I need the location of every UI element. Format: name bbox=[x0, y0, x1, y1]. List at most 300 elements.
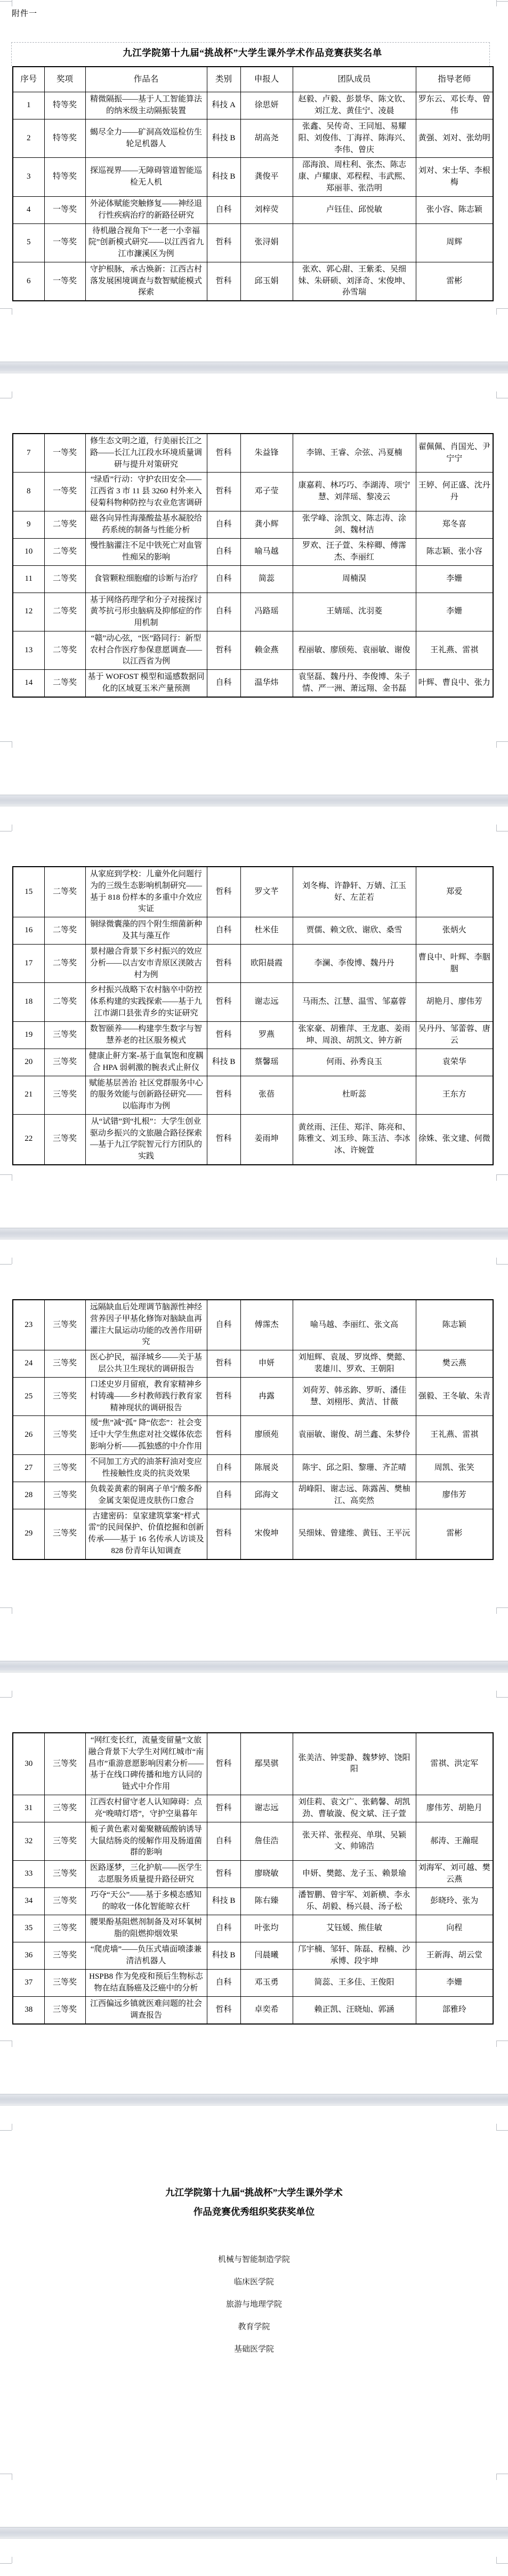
cell-category: 自科 bbox=[207, 538, 240, 565]
table-row bbox=[13, 1076, 493, 1114]
table-wrapper bbox=[12, 1299, 494, 1560]
document-page[interactable] bbox=[0, 2106, 508, 2527]
table-row bbox=[13, 1482, 493, 1509]
cell-no: 9 bbox=[13, 511, 44, 538]
cell-no: 24 bbox=[13, 1350, 44, 1378]
table-row bbox=[13, 1049, 493, 1076]
cell-advisors: 黄强、刘对、张幼明 bbox=[416, 119, 493, 158]
cell-award: 三等奖 bbox=[44, 1114, 85, 1165]
text-boundary-mark bbox=[496, 1258, 497, 1264]
cell-no: 17 bbox=[13, 945, 44, 983]
cell-no: 38 bbox=[13, 1997, 44, 2025]
text-boundary-mark bbox=[496, 308, 508, 309]
cell-applicant: 简蕊 bbox=[240, 565, 293, 593]
document-page[interactable] bbox=[0, 1239, 508, 1661]
table-row bbox=[13, 565, 493, 593]
table-row bbox=[13, 1416, 493, 1454]
text-boundary-mark bbox=[496, 2557, 497, 2563]
cell-advisors: 李姗 bbox=[416, 1970, 493, 1997]
text-boundary-mark bbox=[0, 1697, 12, 1698]
award-table bbox=[12, 433, 494, 698]
cell-work-title: 不同加工方式的油茶籽油对变应性接触性皮炎的抗炎效果 bbox=[85, 1454, 207, 1482]
cell-team-members: 李澜、李俊博、魏丹丹 bbox=[293, 945, 416, 983]
cell-advisors: 陈志颖 bbox=[416, 1300, 493, 1350]
cell-award: 二等奖 bbox=[44, 538, 85, 565]
cell-award: 三等奖 bbox=[44, 1049, 85, 1076]
cell-award: 一等奖 bbox=[44, 196, 85, 223]
table-row bbox=[13, 1454, 493, 1482]
table-row bbox=[13, 1970, 493, 1997]
cell-no: 34 bbox=[13, 1888, 44, 1915]
cell-work-title: 缓“焦”减“孤” 降“依恋”：社会变迁中大学生焦虑对社交媒体依恋影响分析——孤独感的中介作用 bbox=[85, 1416, 207, 1454]
cell-award: 二等奖 bbox=[44, 670, 85, 698]
cell-category: 科技 B bbox=[207, 1888, 240, 1915]
table-row bbox=[13, 1021, 493, 1049]
table-wrapper bbox=[12, 66, 494, 301]
cell-work-title: 待机融合视角下“一老一小幸福院”创新模式研究——以江西省九江市濂溪区为例 bbox=[85, 223, 207, 262]
cell-category: 科技 B bbox=[207, 1049, 240, 1076]
cell-category: 科技 B bbox=[207, 1942, 240, 1970]
cell-no: 33 bbox=[13, 1861, 44, 1888]
cell-award: 三等奖 bbox=[44, 1997, 85, 2025]
cell-team-members: 简蕊、王多佳、王俊阳 bbox=[293, 1970, 416, 1997]
cell-award: 三等奖 bbox=[44, 1482, 85, 1509]
cell-team-members: 张天祥、张程亮、单琪、吴颖文、帅锦浩 bbox=[293, 1822, 416, 1860]
text-boundary-mark bbox=[496, 2474, 497, 2480]
cell-team-members: 卢钰佳、邱悦敏 bbox=[293, 196, 416, 223]
cell-category: 哲科 bbox=[207, 867, 240, 917]
cell-no: 14 bbox=[13, 670, 44, 698]
cell-no: 13 bbox=[13, 631, 44, 669]
cell-team-members: 张家豪、胡雅萍、王龙惠、姜雨坤、周浪、胡凯文、钟方新 bbox=[293, 1021, 416, 1049]
cell-no: 18 bbox=[13, 983, 44, 1021]
cell-advisors: 王礼燕、雷祺 bbox=[416, 631, 493, 669]
cell-no: 16 bbox=[13, 917, 44, 945]
cell-work-title: 健康止鼾方案-基于血氧饱和度耦合 HPA 弱刺激的腕表式止鼾仪 bbox=[85, 1049, 207, 1076]
text-boundary-mark bbox=[496, 308, 497, 315]
cell-team-members: 程丽敏、廖颀苑、袁丽敏、谢俊 bbox=[293, 631, 416, 669]
cell-no: 8 bbox=[13, 473, 44, 511]
cell-award: 三等奖 bbox=[44, 1021, 85, 1049]
cell-award: 三等奖 bbox=[44, 1509, 85, 1559]
cell-award: 三等奖 bbox=[44, 1378, 85, 1416]
cell-applicant: 傅霈杰 bbox=[240, 1300, 293, 1350]
text-boundary-mark bbox=[0, 2130, 12, 2131]
cell-no: 28 bbox=[13, 1482, 44, 1509]
cell-work-title: 医路逐梦，三化护航——医学生志愿服务质量提升路径研究 bbox=[85, 1861, 207, 1888]
document-page[interactable] bbox=[0, 373, 508, 795]
text-boundary-mark bbox=[0, 741, 12, 742]
cell-no: 31 bbox=[13, 1795, 44, 1822]
cell-category: 哲科 bbox=[207, 1350, 240, 1378]
cell-category: 哲科 bbox=[207, 1795, 240, 1822]
cell-work-title: 口述史岁月留痕，教育家精神乡村铸魂——乡村教师践行教育家精神现状的调研报告 bbox=[85, 1378, 207, 1416]
cell-work-title: 巧夺“天公”——基于多模态感知的晾收一体化智能晾衣杆 bbox=[85, 1888, 207, 1915]
cell-no: 30 bbox=[13, 1733, 44, 1795]
cell-team-members: 周楠淏 bbox=[293, 565, 416, 593]
cell-award: 二等奖 bbox=[44, 565, 85, 593]
cell-advisors: 雷彬 bbox=[416, 262, 493, 301]
text-boundary-mark bbox=[496, 2563, 508, 2564]
cell-team-members: 刘荷芳、韩丞鉨、罗昕、潘佳慧、刘栩彤、黄洁、甘薇 bbox=[293, 1378, 416, 1416]
org-unit: 临床医学院 bbox=[233, 2278, 274, 2286]
cell-work-title: 磁各向异性海藻酸盐基水凝胶给药系统的制备与性能分析 bbox=[85, 511, 207, 538]
cell-team-members: 喻马越、李丽红、张文高 bbox=[293, 1300, 416, 1350]
table-row bbox=[13, 945, 493, 983]
text-boundary-mark bbox=[496, 0, 497, 6]
text-boundary-mark bbox=[496, 1, 508, 2]
cell-work-title: 远隔缺血后处理调节脑源性神经营养因子甲基化修饰对脑缺血再灌注大鼠运动功能的改善作用研究 bbox=[85, 1300, 207, 1350]
cell-no: 4 bbox=[13, 196, 44, 223]
cell-category: 自科 bbox=[207, 670, 240, 698]
cell-applicant: 鄢昊骐 bbox=[240, 1733, 293, 1795]
cell-team-members: 艾钰媛、熊佳敏 bbox=[293, 1915, 416, 1942]
table-row bbox=[13, 473, 493, 511]
cell-category: 自科 bbox=[207, 1454, 240, 1482]
text-boundary-mark bbox=[0, 308, 12, 309]
cell-award: 三等奖 bbox=[44, 1300, 85, 1350]
cell-applicant: 张蓓 bbox=[240, 1076, 293, 1114]
cell-award: 三等奖 bbox=[44, 1350, 85, 1378]
cell-category: 哲科 bbox=[207, 945, 240, 983]
cell-category: 哲科 bbox=[207, 1378, 240, 1416]
attachment-label: 附件一 bbox=[12, 10, 38, 18]
cell-work-title: 江西农村留守老人认知障碍：点亮“晚晴灯塔”，守护空巢暮年 bbox=[85, 1795, 207, 1822]
cell-work-title: 守护根脉，承古焕新：江西古村落发展困境调查与数智赋能模式探索 bbox=[85, 262, 207, 301]
cell-category: 哲科 bbox=[207, 1114, 240, 1165]
cell-work-title: 蝎尽全力——矿洞高效巡检仿生轮足机器人 bbox=[85, 119, 207, 158]
cell-advisors: 向程 bbox=[416, 1915, 493, 1942]
cell-award: 三等奖 bbox=[44, 1822, 85, 1860]
text-boundary-mark bbox=[496, 741, 508, 742]
text-boundary-mark bbox=[496, 1691, 497, 1697]
table-row bbox=[13, 1942, 493, 1970]
cell-award: 二等奖 bbox=[44, 511, 85, 538]
cell-team-members: 邵海浪、周柱利、张杰、陈志康、卢耀康、邓程程、韦武熙、郑丽菲、张浩明 bbox=[293, 158, 416, 196]
cell-advisors: 王婷、何正盛、沈丹丹 bbox=[416, 473, 493, 511]
cell-category: 哲科 bbox=[207, 1076, 240, 1114]
cell-work-title: 古建密码：皇家建筑掌案“样式雷”的民间保护、价值挖掘和创新传承——基于 16 名传承人访谈及 828 份青年认知调查 bbox=[85, 1509, 207, 1559]
cell-work-title: 基于 WOFOST 模型和遥感数据同化的区域夏玉米产量预测 bbox=[85, 670, 207, 698]
cell-category: 哲科 bbox=[207, 1733, 240, 1795]
cell-no: 19 bbox=[13, 1021, 44, 1049]
cell-team-members: 马雨杰、江慧、温雪、邹嘉蓉 bbox=[293, 983, 416, 1021]
cell-applicant: 詹佳浩 bbox=[240, 1822, 293, 1860]
org-unit: 机械与智能制造学院 bbox=[217, 2255, 290, 2264]
org-unit: 旅游与地理学院 bbox=[225, 2300, 282, 2309]
cell-category: 自科 bbox=[207, 1970, 240, 1997]
cell-applicant: 廖颀苑 bbox=[240, 1416, 293, 1454]
column-header: 奖项 bbox=[44, 67, 85, 92]
cell-award: 二等奖 bbox=[44, 945, 85, 983]
cell-advisors: 王东方 bbox=[416, 1076, 493, 1114]
cell-no: 6 bbox=[13, 262, 44, 301]
cell-team-members: 袁坚磊、魏丹丹、李俊博、朱子情、严一洲、萧远翔、金书磊 bbox=[293, 670, 416, 698]
cell-advisors: 郝涛、王瀚琨 bbox=[416, 1822, 493, 1860]
cell-advisors: 刘对、宋士华、李根梅 bbox=[416, 158, 493, 196]
cell-award: 三等奖 bbox=[44, 1915, 85, 1942]
cell-team-members: 赵毅、卢毅、彭景华、陈文钦、刘江龙、黄佳宁、凌晨 bbox=[293, 92, 416, 119]
table-row bbox=[13, 1300, 493, 1350]
cell-award: 特等奖 bbox=[44, 158, 85, 196]
cell-work-title: 基于网络药理学和分子对接探讨黄芩抗弓形虫脑病及抑郁症的作用机制 bbox=[85, 593, 207, 631]
cell-applicant: 杜米佳 bbox=[240, 917, 293, 945]
cell-team-members: 刘旭辉、袁晟、罗岚烨、樊懿、裴雄川、罗欢、王朝阳 bbox=[293, 1350, 416, 1378]
cell-work-title: HSPB8 作为免疫和预后生物标志物在结直肠癌及泛癌中的分析 bbox=[85, 1970, 207, 1997]
cell-team-members: 张学峰、涂凯文、陈志涛、涂剑、魏材洁 bbox=[293, 511, 416, 538]
cell-work-title: 精微隔振——基于人工智能算法的纳米级主动隔振装置 bbox=[85, 92, 207, 119]
cell-work-title: 栀子黄色素对葡聚糖硫酸钠诱导大鼠结肠炎的缓解作用及肠道菌群的影响 bbox=[85, 1822, 207, 1860]
table-row bbox=[13, 158, 493, 196]
cell-work-title: 乡村振兴战略下农村脑卒中防控体系构建的实践探索——基于九江市湖口县张青乡的实证研究 bbox=[85, 983, 207, 1021]
cell-applicant: 赖金燕 bbox=[240, 631, 293, 669]
cell-team-members: 陈宇、邱之阳、黎珊、齐芷晴 bbox=[293, 1454, 416, 1482]
cell-work-title: 外泌体赋能突触修复——神经退行性疾病治疗的新路径研究 bbox=[85, 196, 207, 223]
cell-applicant: 温华炜 bbox=[240, 670, 293, 698]
cell-category: 自科 bbox=[207, 1915, 240, 1942]
cell-no: 2 bbox=[13, 119, 44, 158]
table-row bbox=[13, 1997, 493, 2025]
table-row bbox=[13, 867, 493, 917]
org-unit: 教育学院 bbox=[238, 2323, 270, 2331]
table-row bbox=[13, 1888, 493, 1915]
table-row bbox=[13, 1114, 493, 1165]
text-boundary-mark bbox=[0, 1264, 12, 1265]
org-award-title-line1: 九江学院第十九届“挑战杯”大学生课外学术 bbox=[165, 2187, 343, 2198]
cell-advisors: 樊云燕 bbox=[416, 1350, 493, 1378]
cell-award: 三等奖 bbox=[44, 1861, 85, 1888]
cell-award: 三等奖 bbox=[44, 1733, 85, 1795]
text-boundary-mark bbox=[496, 1174, 508, 1175]
text-boundary-mark bbox=[496, 1174, 497, 1181]
text-boundary-mark bbox=[496, 1264, 508, 1265]
cell-award: 一等奖 bbox=[44, 262, 85, 301]
cell-applicant: 刘梓荧 bbox=[240, 196, 293, 223]
cell-award: 二等奖 bbox=[44, 917, 85, 945]
cell-advisors: 彭晓玲、张为 bbox=[416, 1888, 493, 1915]
cell-award: 一等奖 bbox=[44, 473, 85, 511]
cell-category: 哲科 bbox=[207, 1509, 240, 1559]
cell-applicant: 欧阳晨霞 bbox=[240, 945, 293, 983]
cell-team-members: 康嘉莉、林巧巧、李湖涛、项宁慧、刘萍瑶、黎凌云 bbox=[293, 473, 416, 511]
column-header: 序号 bbox=[13, 67, 44, 92]
cell-no: 36 bbox=[13, 1942, 44, 1970]
cell-award: 一等奖 bbox=[44, 434, 85, 473]
cell-work-title: 赋能基层善治 社区党群服务中心的服务效能与创新路径研究——以临海市为例 bbox=[85, 1076, 207, 1114]
cell-work-title: 数智颐养——构建孪生数字与智慧养老的社区服务模式 bbox=[85, 1021, 207, 1049]
cell-no: 26 bbox=[13, 1416, 44, 1454]
cell-work-title: 腰果酚基阻燃剂制备及对环氧树脂的阻燃抑烟效果 bbox=[85, 1915, 207, 1942]
cell-advisors: 郑冬喜 bbox=[416, 511, 493, 538]
cell-applicant: 张浔娟 bbox=[240, 223, 293, 262]
cell-applicant: 卓奕希 bbox=[240, 1997, 293, 2025]
cell-advisors: 吴丹丹、邹蕾蓉、唐云 bbox=[416, 1021, 493, 1049]
org-award-title-line2: 作品竞赛优秀组织奖获奖单位 bbox=[193, 2206, 315, 2217]
table-row bbox=[13, 917, 493, 945]
cell-award: 三等奖 bbox=[44, 1076, 85, 1114]
cell-no: 3 bbox=[13, 158, 44, 196]
award-table bbox=[12, 1732, 494, 2025]
cell-applicant: 邓玉勇 bbox=[240, 1970, 293, 1997]
cell-no: 11 bbox=[13, 565, 44, 593]
text-boundary-mark bbox=[496, 391, 497, 398]
org-award-title bbox=[0, 2183, 508, 2222]
cell-applicant: 陈展炎 bbox=[240, 1454, 293, 1482]
cell-advisors: 张炳火 bbox=[416, 917, 493, 945]
column-header: 申报人 bbox=[240, 67, 293, 92]
cell-award: 二等奖 bbox=[44, 593, 85, 631]
cell-advisors: 廖伟芳、胡艳月 bbox=[416, 1795, 493, 1822]
table-row bbox=[13, 670, 493, 698]
text-boundary-mark bbox=[496, 2130, 508, 2131]
cell-advisors: 罗东云、邓长寿、曾伟 bbox=[416, 92, 493, 119]
cell-applicant: 喻马越 bbox=[240, 538, 293, 565]
page-break-band bbox=[0, 362, 508, 373]
table-wrapper bbox=[12, 1732, 494, 2025]
cell-applicant: 闫晨曦 bbox=[240, 1942, 293, 1970]
text-boundary-mark bbox=[0, 1, 12, 2]
cell-team-members: 张欢、郭心甜、王紫柔、吴细妹、朱研硕、刘泽奇、宋俊坤、孙雪瑞 bbox=[293, 262, 416, 301]
cell-category: 自科 bbox=[207, 917, 240, 945]
table-row bbox=[13, 1822, 493, 1860]
cell-applicant: 邱海文 bbox=[240, 1482, 293, 1509]
cell-category: 哲科 bbox=[207, 473, 240, 511]
cell-team-members: 杜昕蕊 bbox=[293, 1076, 416, 1114]
text-boundary-mark bbox=[496, 2041, 497, 2047]
cell-advisors: 周辉 bbox=[416, 223, 493, 262]
cell-team-members: 申妍、樊懿、龙子玉、赖景瑜 bbox=[293, 1861, 416, 1888]
document-page[interactable] bbox=[0, 2539, 508, 2576]
text-boundary-mark bbox=[496, 2124, 497, 2130]
table-row bbox=[13, 119, 493, 158]
cell-advisors: 曹良中、叶辉、李胭胭 bbox=[416, 945, 493, 983]
cell-advisors: 王礼燕、雷祺 bbox=[416, 1416, 493, 1454]
document-page[interactable] bbox=[0, 806, 508, 1228]
document-page[interactable] bbox=[0, 0, 508, 362]
cell-category: 自科 bbox=[207, 593, 240, 631]
cell-category: 哲科 bbox=[207, 223, 240, 262]
page-break-band bbox=[0, 795, 508, 806]
cell-advisors: 李姗 bbox=[416, 565, 493, 593]
table-row bbox=[13, 262, 493, 301]
table-row bbox=[13, 1350, 493, 1378]
page-break-band bbox=[0, 2094, 508, 2106]
table-row bbox=[13, 196, 493, 223]
cell-category: 哲科 bbox=[207, 1416, 240, 1454]
cell-team-members: 袁丽敏、谢俊、胡兰鑫、朱梦伶 bbox=[293, 1416, 416, 1454]
column-header: 作品名 bbox=[85, 67, 207, 92]
cell-team-members: 王婧瑶、沈羽菱 bbox=[293, 593, 416, 631]
cell-applicant: 罗文芊 bbox=[240, 867, 293, 917]
cell-applicant: 廖晓敏 bbox=[240, 1861, 293, 1888]
org-unit-list bbox=[0, 2249, 508, 2361]
cell-no: 10 bbox=[13, 538, 44, 565]
cell-applicant: 姜雨坤 bbox=[240, 1114, 293, 1165]
cell-category: 哲科 bbox=[207, 262, 240, 301]
cell-no: 29 bbox=[13, 1509, 44, 1559]
cell-applicant: 龚小辉 bbox=[240, 511, 293, 538]
cell-work-title: 负载姜黄素的铜离子单宁酸多酚金属支架促进皮肤伤口愈合 bbox=[85, 1482, 207, 1509]
cell-no: 37 bbox=[13, 1970, 44, 1997]
cell-team-members: 罗欢、汪子萱、朱梓卿、傅霈杰、李丽红 bbox=[293, 538, 416, 565]
cell-category: 科技 B bbox=[207, 158, 240, 196]
text-boundary-mark bbox=[496, 1607, 497, 1614]
cell-advisors: 强毅、王冬敏、朱青 bbox=[416, 1378, 493, 1416]
cell-category: 哲科 bbox=[207, 631, 240, 669]
cell-team-members: 何雨、孙秀良玉 bbox=[293, 1049, 416, 1076]
cell-advisors: 郑爱 bbox=[416, 867, 493, 917]
cell-award: 三等奖 bbox=[44, 1942, 85, 1970]
cell-applicant: 蔡馨瑶 bbox=[240, 1049, 293, 1076]
cell-team-members: 张美洁、钟雯静、魏梦婷、饶阳阳 bbox=[293, 1733, 416, 1795]
page-break-band bbox=[0, 2527, 508, 2539]
cell-award: 一等奖 bbox=[44, 223, 85, 262]
cell-advisors: 廖伟芳 bbox=[416, 1482, 493, 1509]
text-boundary-mark bbox=[496, 1697, 508, 1698]
cell-team-members: 李锦、王睿、佘弦、冯夏楠 bbox=[293, 434, 416, 473]
cell-category: 自科 bbox=[207, 511, 240, 538]
cell-award: 特等奖 bbox=[44, 92, 85, 119]
table-row bbox=[13, 593, 493, 631]
text-boundary-mark bbox=[0, 1607, 12, 1608]
cell-award: 三等奖 bbox=[44, 1454, 85, 1482]
cell-advisors: 刘海军、刘可越、樊云燕 bbox=[416, 1861, 493, 1888]
cell-applicant: 邓子莹 bbox=[240, 473, 293, 511]
table-row bbox=[13, 223, 493, 262]
cell-advisors: 周凯、张笑 bbox=[416, 1454, 493, 1482]
cell-advisors: 袁荣华 bbox=[416, 1049, 493, 1076]
cell-team-members: 黄丝雨、汪佳、郑洋、陈亮和、陈雅文、刘玉珍、陈玉洁、李冰冰、许婉萱 bbox=[293, 1114, 416, 1165]
cell-advisors: 雷祺、洪定军 bbox=[416, 1733, 493, 1795]
cell-work-title: 景村融合背景下乡村振兴的效应分析——以吉安市青原区渼陂古村为例 bbox=[85, 945, 207, 983]
cell-no: 35 bbox=[13, 1915, 44, 1942]
page-break-band bbox=[0, 1228, 508, 1239]
cell-applicant: 罗燕 bbox=[240, 1021, 293, 1049]
cell-work-title: 铜绿微囊藻的四个附生细菌新种及其与藻互作 bbox=[85, 917, 207, 945]
cell-award: 二等奖 bbox=[44, 867, 85, 917]
cell-team-members: 刘佳莉、袁文广、张鹤馨、胡凯劲、曹敏漩、倪文斌、汪子萱 bbox=[293, 1795, 416, 1822]
table-row bbox=[13, 1733, 493, 1795]
cell-advisors: 李姗 bbox=[416, 593, 493, 631]
cell-team-members: 赖正凯、汪晓灿、郭涵 bbox=[293, 1997, 416, 2025]
cell-work-title: 慢性脑灌注不足中铁死亡对血管性痴呆的影响 bbox=[85, 538, 207, 565]
cell-no: 21 bbox=[13, 1076, 44, 1114]
cell-award: 三等奖 bbox=[44, 1416, 85, 1454]
cell-applicant: 宋俊坤 bbox=[240, 1509, 293, 1559]
cell-advisors: 雷彬 bbox=[416, 1509, 493, 1559]
cell-work-title: 从“试错”到“扎根”：大学生创业驱动乡振兴的文旅融合路径探索—基于九江学院智元行方团队的实践 bbox=[85, 1114, 207, 1165]
table-row bbox=[13, 1378, 493, 1416]
table-row bbox=[13, 983, 493, 1021]
table-row bbox=[13, 434, 493, 473]
cell-no: 25 bbox=[13, 1378, 44, 1416]
cell-category: 哲科 bbox=[207, 1021, 240, 1049]
text-boundary-mark bbox=[496, 1607, 508, 1608]
cell-award: 二等奖 bbox=[44, 983, 85, 1021]
cell-category: 哲科 bbox=[207, 983, 240, 1021]
cell-no: 32 bbox=[13, 1822, 44, 1860]
award-table bbox=[12, 866, 494, 1165]
text-boundary-mark bbox=[496, 741, 497, 748]
cell-team-members: 张鑫、吴传奇、王同旭、易耀阳、刘俊伟、丁海祥、陈海兴、李伟、曾庆 bbox=[293, 119, 416, 158]
document-page[interactable] bbox=[0, 1673, 508, 2094]
cell-advisors: 部雅玲 bbox=[416, 1997, 493, 2025]
cell-applicant: 谢志远 bbox=[240, 983, 293, 1021]
cell-team-members bbox=[293, 223, 416, 262]
cell-applicant: 申妍 bbox=[240, 1350, 293, 1378]
cell-advisors: 徐姝、张文建、何微 bbox=[416, 1114, 493, 1165]
cell-applicant: 冯路瑶 bbox=[240, 593, 293, 631]
